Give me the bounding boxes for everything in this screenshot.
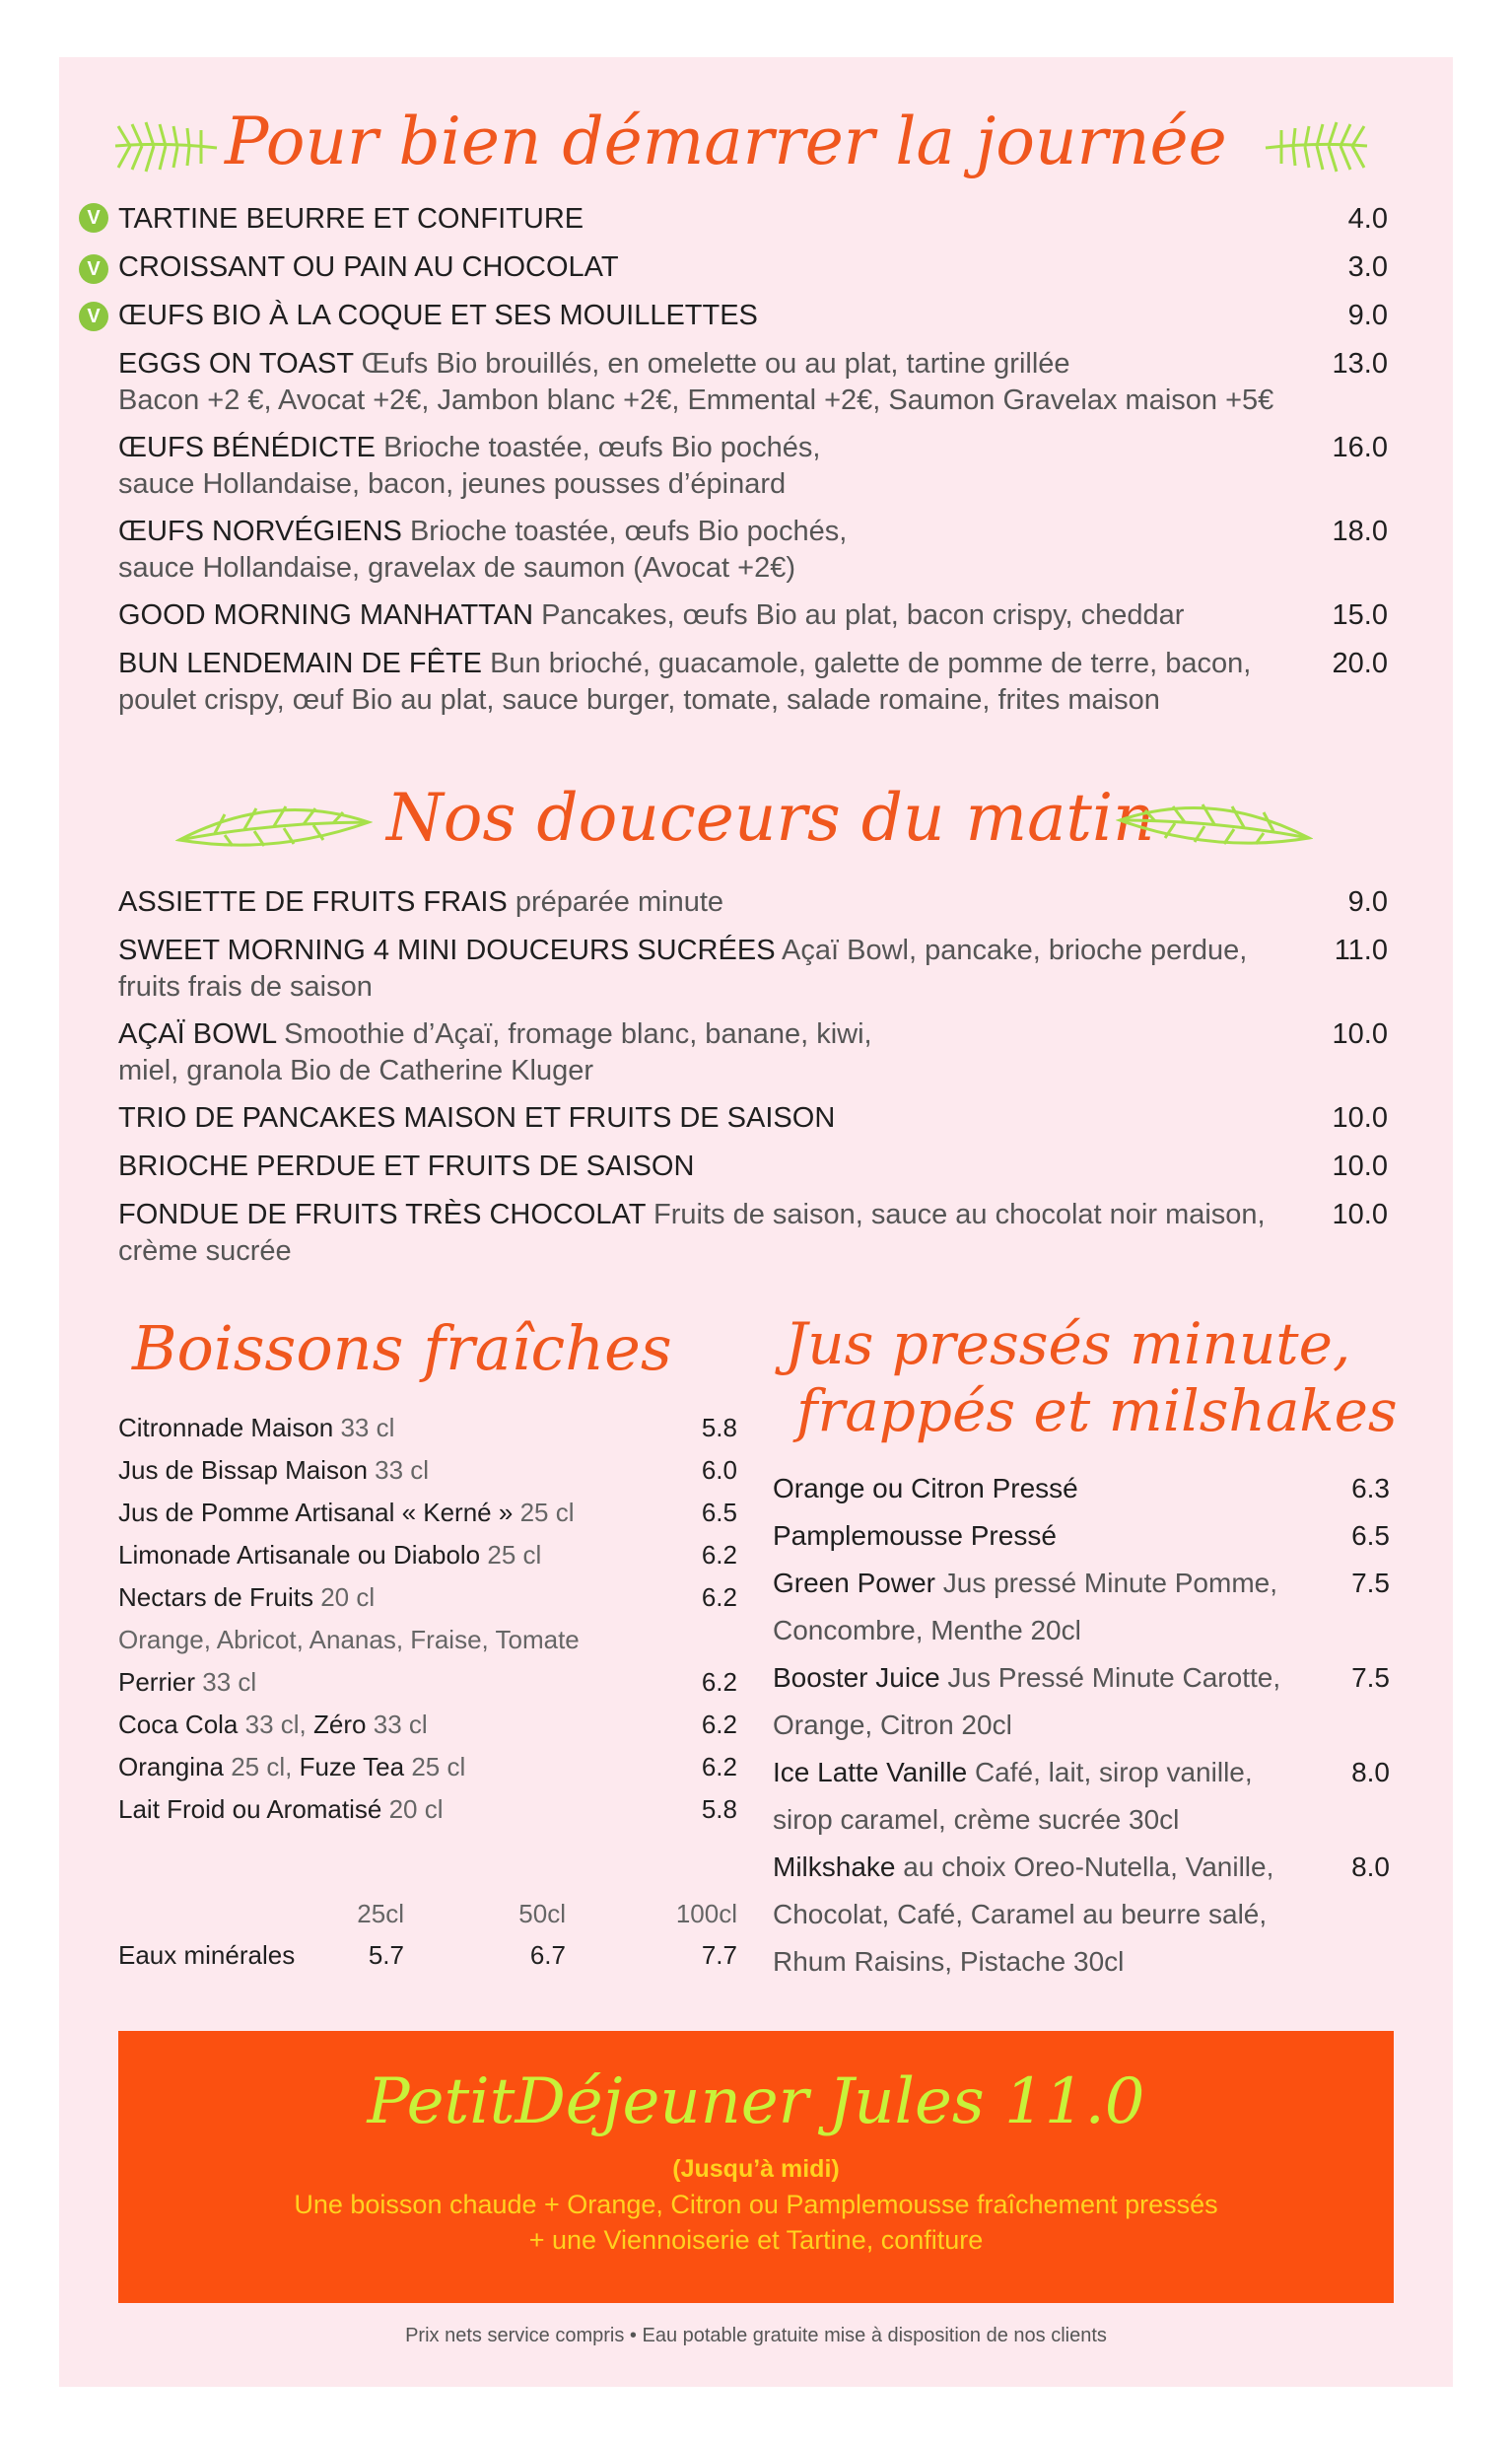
item-description: Smoothie d’Açaï, fromage blanc, banane, kiwi, bbox=[284, 1018, 872, 1050]
vegetarian-icon: V bbox=[79, 203, 108, 233]
item-price: 10.0 bbox=[1332, 1018, 1388, 1050]
water-size-header: 50cl bbox=[518, 1899, 566, 1928]
item-description: Pancakes, œufs Bio au plat, bacon crispy, cheddar bbox=[541, 599, 1185, 631]
drink-price: 6.2 bbox=[701, 1667, 737, 1697]
juice-description: Café, lait, sirop vanille, bbox=[974, 1757, 1253, 1787]
menu-item bbox=[118, 430, 820, 503]
drink-volume: 33 cl bbox=[375, 1455, 430, 1485]
item-price: 11.0 bbox=[1334, 935, 1388, 966]
drink-price: 6.2 bbox=[701, 1752, 737, 1781]
drink-name: Lait Froid ou Aromatisé bbox=[118, 1794, 382, 1824]
feather-leaf-icon-left bbox=[175, 801, 373, 856]
juice-name: Ice Latte Vanille bbox=[773, 1757, 968, 1787]
item-price: 10.0 bbox=[1332, 1151, 1388, 1182]
banner-title: PetitDéjeuner Jules 11.0 bbox=[367, 2065, 1145, 2138]
drink-name: Zéro bbox=[313, 1710, 367, 1739]
juice-item bbox=[773, 1465, 1078, 1512]
banner-line2: + une Viennoiserie et Tartine, confiture bbox=[528, 2225, 984, 2255]
item-name: TARTINE BEURRE ET CONFITURE bbox=[118, 203, 584, 235]
item-description: miel, granola Bio de Catherine Kluger bbox=[118, 1055, 593, 1086]
item-name: BRIOCHE PERDUE ET FRUITS DE SAISON bbox=[118, 1151, 695, 1182]
palm-leaf-icon-left bbox=[110, 116, 219, 175]
drink-price: 5.8 bbox=[701, 1794, 737, 1824]
item-price: 9.0 bbox=[1347, 886, 1388, 918]
item-description: crème sucrée bbox=[118, 1235, 292, 1267]
drink-volume: 33 cl, bbox=[244, 1710, 307, 1739]
drink-volume: 33 cl bbox=[340, 1413, 395, 1442]
drink-price: 6.0 bbox=[701, 1455, 737, 1485]
juice-price: 6.5 bbox=[1351, 1520, 1390, 1551]
section-title-juices: Jus pressés minute, bbox=[785, 1310, 1351, 1377]
drink-name: Citronnade Maison bbox=[118, 1413, 334, 1442]
juice-item bbox=[773, 1512, 1057, 1560]
drink-price: 6.2 bbox=[701, 1540, 737, 1570]
item-price: 18.0 bbox=[1332, 516, 1388, 547]
section-title-cold-drinks: Boissons fraîches bbox=[132, 1312, 672, 1384]
menu-item bbox=[118, 249, 619, 286]
water-price: 5.7 bbox=[368, 1940, 404, 1970]
menu-item bbox=[118, 298, 758, 334]
menu-item bbox=[118, 1149, 694, 1185]
item-name: ŒUFS NORVÉGIENS bbox=[118, 516, 402, 547]
drink-volume: 20 cl bbox=[320, 1582, 376, 1612]
drink-name: Fuze Tea bbox=[299, 1752, 405, 1781]
menu-item bbox=[118, 346, 1273, 419]
juice-description: Jus Pressé Minute Carotte, bbox=[947, 1662, 1281, 1693]
item-price: 16.0 bbox=[1332, 432, 1388, 463]
drink-item bbox=[118, 1751, 465, 1783]
drink-item bbox=[118, 1709, 428, 1741]
drink-volume: 33 cl bbox=[202, 1667, 257, 1697]
item-name: GOOD MORNING MANHATTAN bbox=[118, 599, 534, 631]
drink-item bbox=[118, 1497, 574, 1529]
juice-name: Booster Juice bbox=[773, 1662, 940, 1693]
drink-item bbox=[118, 1666, 256, 1699]
juice-price: 8.0 bbox=[1351, 1851, 1390, 1882]
item-name: ASSIETTE DE FRUITS FRAIS bbox=[118, 886, 508, 918]
item-description: Fruits de saison, sauce au chocolat noir maison, bbox=[653, 1199, 1266, 1230]
drink-volume: 25 cl bbox=[519, 1498, 575, 1527]
item-name: BUN LENDEMAIN DE FÊTE bbox=[118, 648, 482, 679]
juice-price: 7.5 bbox=[1351, 1662, 1390, 1693]
juice-item bbox=[773, 1844, 1273, 1986]
drink-name: Orangina bbox=[118, 1752, 224, 1781]
water-label bbox=[118, 1939, 295, 1972]
juice-name: Pamplemousse Pressé bbox=[773, 1520, 1057, 1551]
menu-item bbox=[118, 201, 584, 238]
juice-description: Rhum Raisins, Pistache 30cl bbox=[773, 1946, 1125, 1977]
item-name: TRIO DE PANCAKES MAISON ET FRUITS DE SAISON bbox=[118, 1102, 836, 1134]
drink-volume: 25 cl bbox=[487, 1540, 542, 1570]
drink-name: Coca Cola bbox=[118, 1710, 239, 1739]
menu-item bbox=[118, 597, 1184, 634]
water-size-header: 25cl bbox=[357, 1899, 404, 1928]
item-name: EGGS ON TOAST bbox=[118, 348, 354, 380]
petit-dejeuner-banner bbox=[118, 2031, 1394, 2303]
item-price: 9.0 bbox=[1347, 300, 1388, 331]
drink-price: 6.2 bbox=[701, 1710, 737, 1739]
menu-item bbox=[118, 1016, 872, 1089]
menu-item bbox=[118, 933, 1247, 1006]
item-description: Bacon +2 €, Avocat +2€, Jambon blanc +2€, Emmental +2€, Saumon Gravelax maison +5€ bbox=[118, 384, 1274, 416]
item-price: 10.0 bbox=[1332, 1199, 1388, 1230]
item-name: ŒUFS BIO À LA COQUE ET SES MOUILLETTES bbox=[118, 300, 758, 331]
drink-item bbox=[118, 1581, 375, 1614]
drink-name: Nectars de Fruits bbox=[118, 1582, 313, 1612]
juice-description: Jus pressé Minute Pomme, bbox=[942, 1568, 1277, 1598]
drink-item bbox=[118, 1539, 541, 1571]
item-description: Brioche toastée, œufs Bio pochés, bbox=[383, 432, 821, 463]
item-price: 15.0 bbox=[1332, 599, 1388, 631]
menu-item bbox=[118, 884, 723, 921]
water-price: 6.7 bbox=[529, 1940, 566, 1970]
section-title-juices-line2: frappés et milshakes bbox=[796, 1377, 1398, 1444]
section-title-sweets: Nos douceurs du matin bbox=[386, 780, 1155, 856]
juice-name: Orange ou Citron Pressé bbox=[773, 1473, 1078, 1503]
item-description: Açaï Bowl, pancake, brioche perdue, bbox=[782, 935, 1248, 966]
vegetarian-icon: V bbox=[79, 302, 108, 331]
water-label-text: Eaux minérales bbox=[118, 1940, 296, 1970]
banner-line1: Une boisson chaude + Orange, Citron ou Pamplemousse fraîchement pressés bbox=[294, 2190, 1218, 2219]
drink-item bbox=[118, 1412, 394, 1444]
drink-volume: 33 cl bbox=[373, 1710, 428, 1739]
juice-description: Chocolat, Café, Caramel au beurre salé, bbox=[773, 1899, 1268, 1929]
item-description: poulet crispy, œuf Bio au plat, sauce burger, tomate, salade romaine, frites maison bbox=[118, 684, 1160, 716]
juice-name: Milkshake bbox=[773, 1851, 896, 1882]
menu-item bbox=[118, 1100, 835, 1137]
banner-subtitle: (Jusqu’à midi) bbox=[672, 2155, 840, 2183]
menu-item bbox=[118, 514, 847, 587]
drink-price: 6.2 bbox=[701, 1582, 737, 1612]
item-description: sauce Hollandaise, bacon, jeunes pousses d’épinard bbox=[118, 468, 787, 500]
item-description: Bun brioché, guacamole, galette de pomme de terre, bacon, bbox=[490, 648, 1252, 679]
drink-item bbox=[118, 1793, 444, 1826]
juice-item bbox=[773, 1749, 1253, 1844]
juice-price: 8.0 bbox=[1351, 1757, 1390, 1787]
item-name: AÇAÏ BOWL bbox=[118, 1018, 277, 1050]
drink-item bbox=[118, 1454, 429, 1487]
water-price: 7.7 bbox=[701, 1940, 737, 1970]
drink-volume: 20 cl bbox=[388, 1794, 444, 1824]
juice-description: Orange, Citron 20cl bbox=[773, 1710, 1012, 1740]
juice-name: Green Power bbox=[773, 1568, 935, 1598]
drink-name: Perrier bbox=[118, 1667, 196, 1697]
section-title-breakfast: Pour bien démarrer la journée bbox=[225, 104, 1227, 179]
drink-flavours bbox=[118, 1624, 580, 1656]
drink-volume: 25 cl, bbox=[231, 1752, 293, 1781]
item-description: Brioche toastée, œufs Bio pochés, bbox=[409, 516, 848, 547]
drink-price: 5.8 bbox=[701, 1413, 737, 1442]
feather-leaf-icon-right bbox=[1116, 799, 1313, 854]
drink-name: Jus de Bissap Maison bbox=[118, 1455, 368, 1485]
drink-volume: 25 cl bbox=[411, 1752, 466, 1781]
juice-description: au choix Oreo-Nutella, Vanille, bbox=[903, 1851, 1274, 1882]
palm-leaf-icon-right bbox=[1264, 116, 1372, 175]
juice-description: sirop caramel, crème sucrée 30cl bbox=[773, 1804, 1180, 1835]
footer-note: Prix nets service compris • Eau potable gratuite mise à disposition de nos clients bbox=[405, 2325, 1107, 2346]
drink-name: Limonade Artisanale ou Diabolo bbox=[118, 1540, 481, 1570]
drink-name: Jus de Pomme Artisanal « Kerné » bbox=[118, 1498, 514, 1527]
item-description: préparée minute bbox=[515, 886, 724, 918]
item-name: ŒUFS BÉNÉDICTE bbox=[118, 432, 377, 463]
item-price: 13.0 bbox=[1332, 348, 1388, 380]
water-size-header: 100cl bbox=[675, 1899, 737, 1928]
item-price: 4.0 bbox=[1347, 203, 1388, 235]
menu-item bbox=[118, 1197, 1266, 1270]
juice-description: Concombre, Menthe 20cl bbox=[773, 1615, 1081, 1645]
juice-item bbox=[773, 1560, 1277, 1654]
item-name: FONDUE DE FRUITS TRÈS CHOCOLAT bbox=[118, 1199, 646, 1230]
item-price: 3.0 bbox=[1347, 251, 1388, 283]
drink-flavours-text: Orange, Abricot, Ananas, Fraise, Tomate bbox=[118, 1625, 580, 1654]
vegetarian-icon: V bbox=[79, 254, 108, 284]
juice-price: 6.3 bbox=[1351, 1473, 1390, 1503]
item-name: CROISSANT OU PAIN AU CHOCOLAT bbox=[118, 251, 619, 283]
item-description: sauce Hollandaise, gravelax de saumon (Avocat +2€) bbox=[118, 552, 796, 584]
juice-price: 7.5 bbox=[1351, 1568, 1390, 1598]
item-description: fruits frais de saison bbox=[118, 971, 373, 1003]
item-price: 10.0 bbox=[1332, 1102, 1388, 1134]
item-name: SWEET MORNING 4 MINI DOUCEURS SUCRÉES bbox=[118, 935, 776, 966]
item-description: Œufs Bio brouillés, en omelette ou au plat, tartine grillée bbox=[361, 348, 1070, 380]
item-price: 20.0 bbox=[1332, 648, 1388, 679]
juice-item bbox=[773, 1654, 1280, 1749]
menu-item bbox=[118, 646, 1251, 719]
drink-price: 6.5 bbox=[701, 1498, 737, 1527]
